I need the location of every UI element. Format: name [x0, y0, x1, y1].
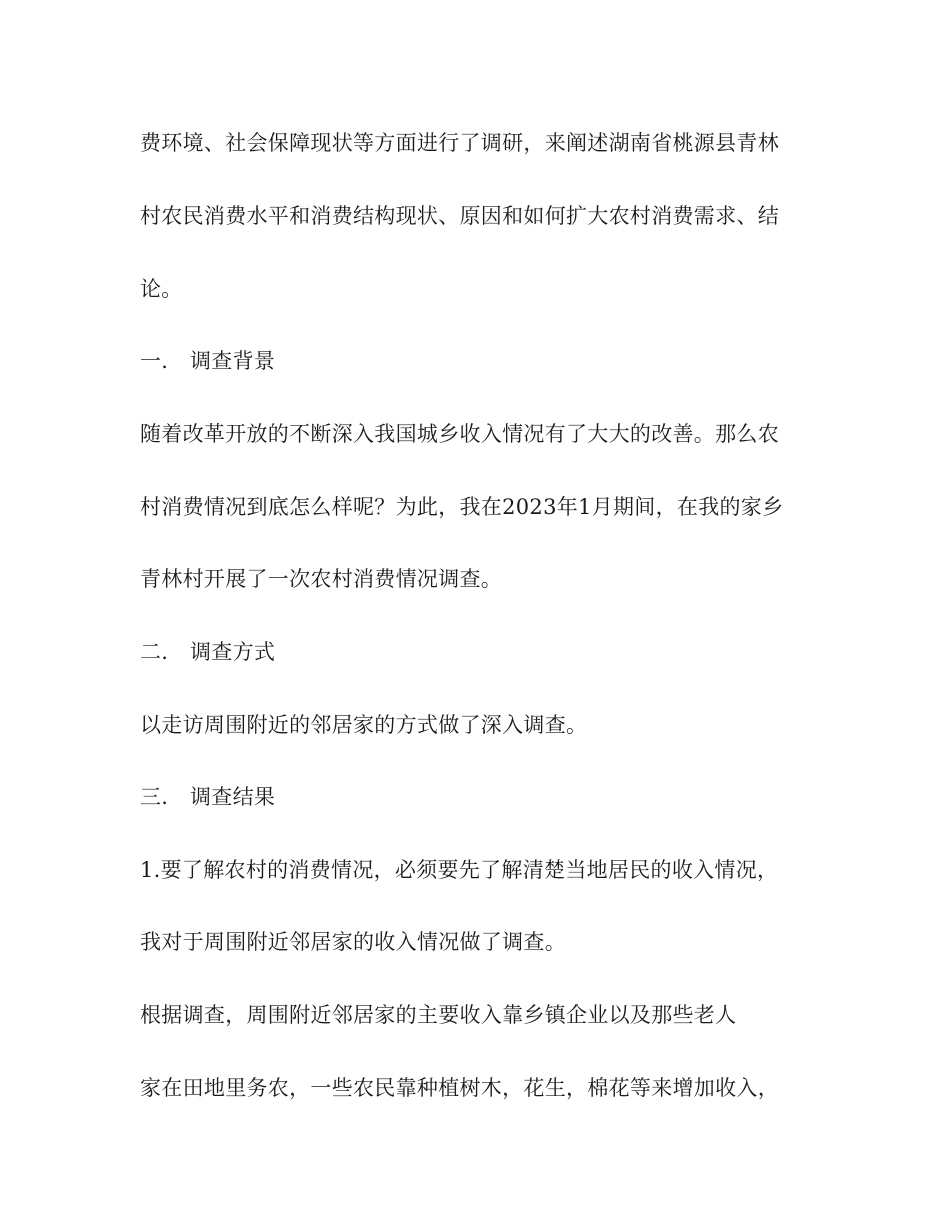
paragraph-line: 1.要了解农村的消费情况，必须要先了解清楚当地居民的收入情况，: [140, 858, 779, 882]
section-title: 调查背景: [190, 349, 276, 373]
section-number: 三.: [140, 785, 169, 809]
paragraph-line: 村农民消费水平和消费结构现状、原因和如何扩大农村消费需求、结: [140, 204, 779, 228]
paragraph-line: 家在田地里务农，一些农民靠种植树木，花生，棉花等来增加收入，: [140, 1076, 779, 1100]
paragraph-line: 费环境、社会保障现状等方面进行了调研，来阐述湖南省桃源县青林: [140, 131, 779, 155]
section-heading-method: [140, 637, 820, 667]
section-number: 二.: [140, 640, 169, 664]
paragraph-line: 我对于周围附近邻居家的收入情况做了调查。: [140, 930, 566, 954]
paragraph-line: 根据调查，周围附近邻居家的主要收入靠乡镇企业以及那些老人: [140, 1003, 737, 1027]
paragraph-line: 论。: [140, 277, 183, 301]
paragraph-line: 随着改革开放的不断深入我国城乡收入情况有了大大的改善。那么农: [140, 422, 779, 446]
section-title: 调查结果: [190, 785, 276, 809]
section-heading-results: [140, 782, 820, 812]
paragraph-line: 以走访周围附近的邻居家的方式做了深入调查。: [140, 713, 588, 737]
section-heading-background: [140, 346, 820, 376]
paragraph-line: 村消费情况到底怎么样呢？为此，我在2023年1月期间，在我的家乡: [140, 495, 784, 519]
paragraph-line: 青林村开展了一次农村消费情况调查。: [140, 567, 503, 591]
section-title: 调查方式: [190, 640, 276, 664]
section-number: 一.: [140, 349, 169, 373]
